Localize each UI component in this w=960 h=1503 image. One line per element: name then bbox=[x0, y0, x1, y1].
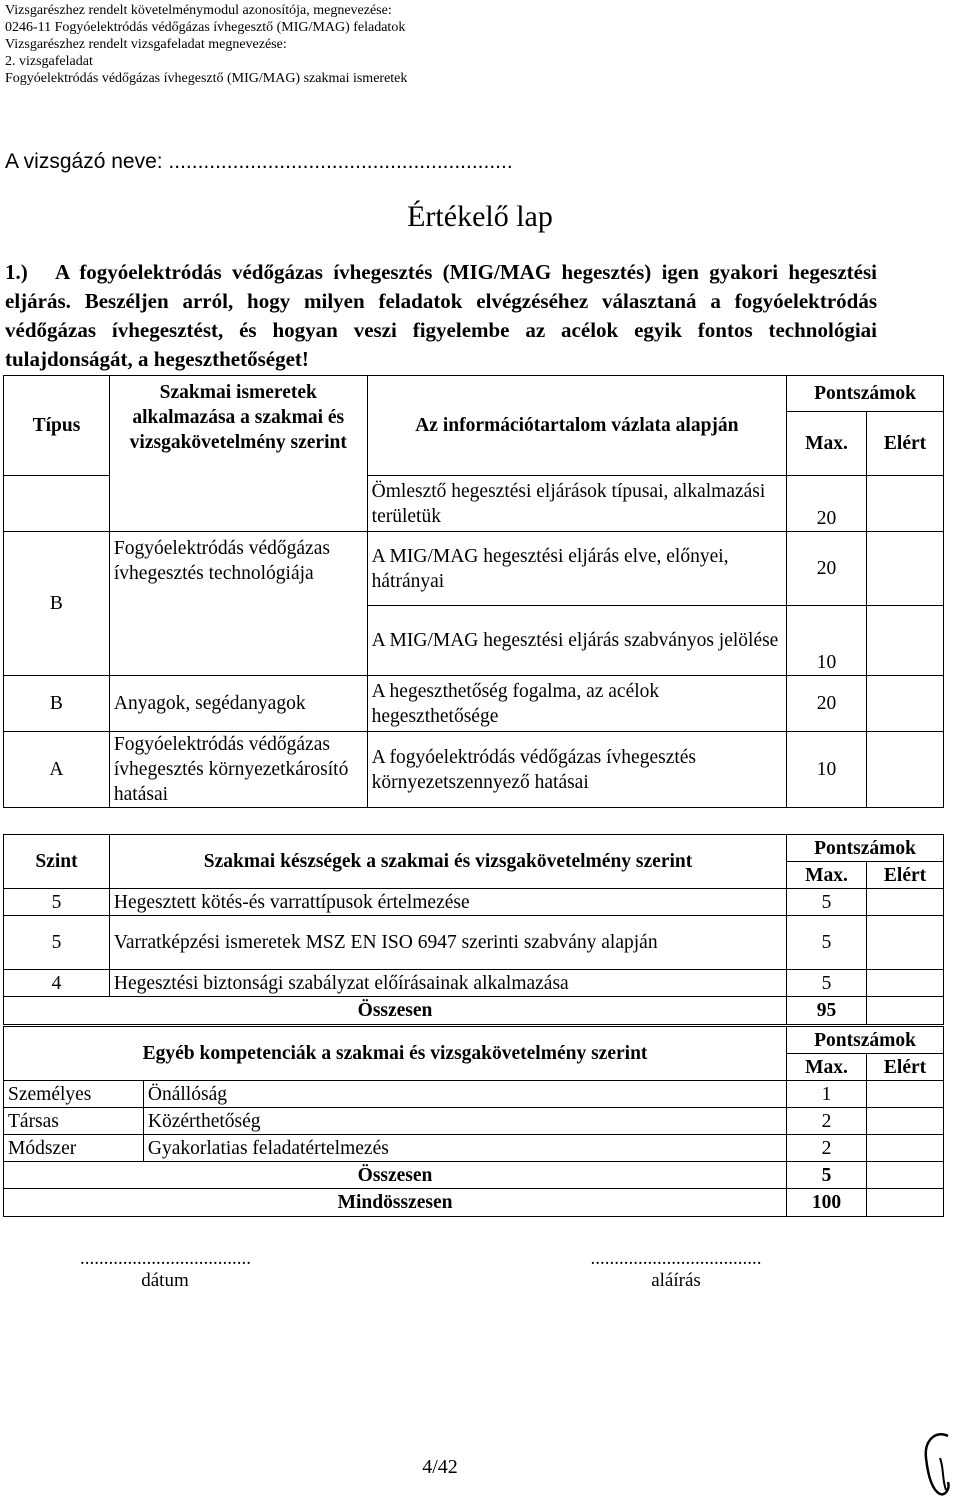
achieved-cell[interactable] bbox=[867, 916, 944, 970]
header-achieved: Elért bbox=[867, 412, 944, 476]
grand-total-achieved[interactable] bbox=[867, 1189, 944, 1217]
total-achieved[interactable] bbox=[867, 1162, 944, 1189]
task-number: 1.) bbox=[5, 260, 28, 284]
achieved-cell[interactable] bbox=[867, 676, 944, 732]
skill-cell: Hegesztési biztonsági szabályzat előírásainak alkalmazása bbox=[109, 970, 786, 997]
total-label: Összesen bbox=[4, 997, 787, 1025]
achieved-cell[interactable] bbox=[867, 606, 944, 676]
date-signature-block bbox=[80, 1248, 250, 1292]
type-cell bbox=[4, 476, 110, 532]
page-title: Értékelő lap bbox=[407, 200, 553, 233]
type-cell: B bbox=[4, 532, 110, 676]
header-max: Max. bbox=[787, 412, 867, 476]
document-header bbox=[5, 2, 407, 87]
total-achieved[interactable] bbox=[867, 997, 944, 1025]
area-cell: Fogyóelektródás védőgázas ívhegesztés környezetkárosító hatásai bbox=[109, 732, 367, 808]
skills-table bbox=[3, 834, 944, 1025]
header-achieved: Elért bbox=[867, 1054, 944, 1081]
signature-block bbox=[576, 1248, 776, 1292]
content-cell: A MIG/MAG hegesztési eljárás szabványos jelölése bbox=[367, 606, 786, 676]
max-cell: 5 bbox=[787, 916, 867, 970]
knowledge-table bbox=[3, 375, 944, 808]
category-cell: Társas bbox=[4, 1108, 144, 1135]
header-points: Pontszámok bbox=[787, 1027, 944, 1054]
competency-cell: Gyakorlatias feladatértelmezés bbox=[143, 1135, 786, 1162]
page-number: 4/42 bbox=[422, 1456, 458, 1478]
task-text: A fogyóelektródás védőgázas ívhegesztés (MIG/MAG hegesztés) igen gyakori hegesztési eljárás. Beszéljen arról, hogy milyen feladatok elvégzéséhez választaná a fogyóelektródás védőgázas ívhegesztést, és hogyan veszi figyelembe az acélok egyik fontos technológiai tulajdonságát, a hegeszthetőséget! bbox=[5, 260, 877, 371]
header-other: Egyéb kompetenciák a szakmai és vizsgakövetelmény szerint bbox=[4, 1027, 787, 1081]
achieved-cell[interactable] bbox=[867, 1081, 944, 1108]
area-cell: Anyagok, segédanyagok bbox=[109, 676, 367, 732]
skill-cell: Varratképzési ismeretek MSZ EN ISO 6947 szerinti szabvány alapján bbox=[109, 916, 786, 970]
type-cell: A bbox=[4, 732, 110, 808]
total-max: 95 bbox=[787, 997, 867, 1025]
level-cell: 4 bbox=[4, 970, 110, 997]
level-cell: 5 bbox=[4, 916, 110, 970]
max-cell: 20 bbox=[787, 532, 867, 606]
content-cell: Ömlesztő hegesztési eljárások típusai, alkalmazási területük bbox=[367, 476, 786, 532]
level-cell: 5 bbox=[4, 889, 110, 916]
header-content: Az információtartalom vázlata alapján bbox=[367, 376, 786, 476]
grand-total-label: Mindösszesen bbox=[4, 1189, 787, 1217]
examinee-name-field[interactable]: A vizsgázó neve: ........................................................... bbox=[5, 150, 513, 173]
max-cell: 5 bbox=[787, 970, 867, 997]
header-max: Max. bbox=[787, 862, 867, 889]
header-type: Típus bbox=[4, 376, 110, 476]
header-max: Max. bbox=[787, 1054, 867, 1081]
handwritten-signature-icon bbox=[918, 1428, 958, 1498]
max-cell: 20 bbox=[787, 476, 867, 532]
header-skills: Szakmai készségek a szakmai és vizsgakövetelmény szerint bbox=[109, 835, 786, 889]
grand-total-max: 100 bbox=[787, 1189, 867, 1217]
header-points: Pontszámok bbox=[787, 376, 944, 412]
max-cell: 10 bbox=[787, 606, 867, 676]
header-line: Fogyóelektródás védőgázas ívhegesztő (MIG/MAG) szakmai ismeretek bbox=[5, 71, 408, 86]
max-cell: 1 bbox=[787, 1081, 867, 1108]
achieved-cell[interactable] bbox=[867, 732, 944, 808]
header-line: Vizsgarészhez rendelt követelménymodul azonosítója, megnevezése: bbox=[5, 3, 392, 18]
header-knowledge: Szakmai ismeretek alkalmazása a szakmai és vizsgakövetelmény szerint bbox=[109, 376, 367, 532]
header-level: Szint bbox=[4, 835, 110, 889]
competency-cell: Közérthetőség bbox=[143, 1108, 786, 1135]
max-cell: 20 bbox=[787, 676, 867, 732]
achieved-cell[interactable] bbox=[867, 1135, 944, 1162]
achieved-cell[interactable] bbox=[867, 1108, 944, 1135]
max-cell: 2 bbox=[787, 1108, 867, 1135]
date-label: dátum bbox=[141, 1270, 189, 1291]
category-cell: Módszer bbox=[4, 1135, 144, 1162]
achieved-cell[interactable] bbox=[867, 532, 944, 606]
content-cell: A MIG/MAG hegesztési eljárás elve, előnyei, hátrányai bbox=[367, 532, 786, 606]
total-max: 5 bbox=[787, 1162, 867, 1189]
header-points: Pontszámok bbox=[787, 835, 944, 862]
header-achieved: Elért bbox=[867, 862, 944, 889]
total-label: Összesen bbox=[4, 1162, 787, 1189]
content-cell: A fogyóelektródás védőgázas ívhegesztés környezetszennyező hatásai bbox=[367, 732, 786, 808]
signature-label: aláírás bbox=[651, 1270, 701, 1291]
type-cell: B bbox=[4, 676, 110, 732]
signature-line[interactable]: .................................... bbox=[590, 1248, 762, 1269]
achieved-cell[interactable] bbox=[867, 970, 944, 997]
area-cell: Fogyóelektródás védőgázas ívhegesztés technológiája bbox=[109, 532, 367, 676]
max-cell: 2 bbox=[787, 1135, 867, 1162]
competencies-table bbox=[3, 1026, 944, 1217]
task-description bbox=[5, 258, 877, 374]
header-line: 0246-11 Fogyóelektródás védőgázas ívhegesztő (MIG/MAG) feladatok bbox=[5, 20, 406, 35]
achieved-cell[interactable] bbox=[867, 889, 944, 916]
header-line: Vizsgarészhez rendelt vizsgafeladat megnevezése: bbox=[5, 37, 287, 52]
header-line: 2. vizsgafeladat bbox=[5, 54, 93, 69]
max-cell: 5 bbox=[787, 889, 867, 916]
max-cell: 10 bbox=[787, 732, 867, 808]
skill-cell: Hegesztett kötés-és varrattípusok értelmezése bbox=[109, 889, 786, 916]
category-cell: Személyes bbox=[4, 1081, 144, 1108]
content-cell: A hegeszthetőség fogalma, az acélok hegeszthetősége bbox=[367, 676, 786, 732]
date-line[interactable]: .................................... bbox=[80, 1248, 251, 1269]
achieved-cell[interactable] bbox=[867, 476, 944, 532]
competency-cell: Önállóság bbox=[143, 1081, 786, 1108]
